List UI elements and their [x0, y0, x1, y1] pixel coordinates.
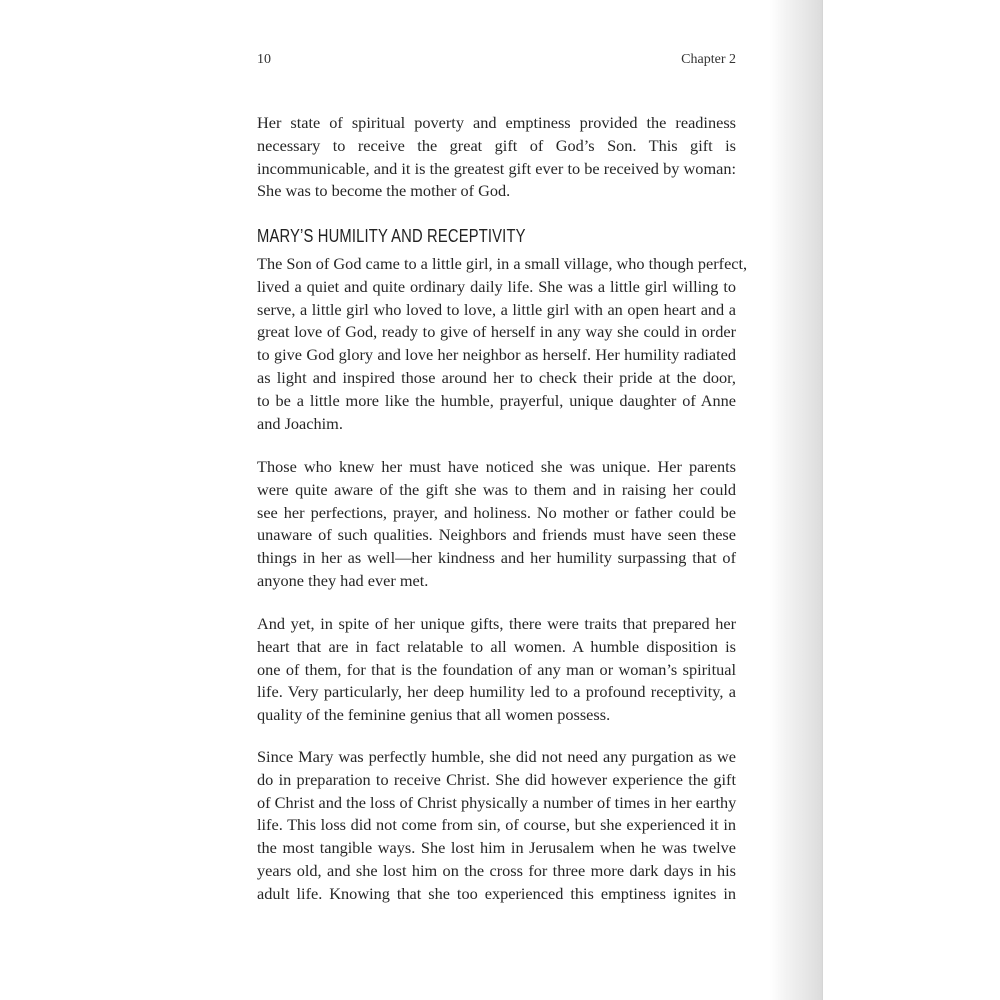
text-line: incommunicable, and it is the greatest gift ever to be received by woman: [257, 158, 736, 178]
text-line: as light and inspired those around her to check their pride at the door, [257, 367, 736, 387]
chapter-label: Chapter 2 [681, 52, 736, 67]
text-line: see her perfections, prayer, and holiness. No mother or father could be [257, 502, 736, 522]
text-line: adult life. Knowing that she too experienced this emptiness ignites in [257, 883, 736, 903]
text-line: do in preparation to receive Christ. She did however experience the gift [257, 769, 736, 789]
running-head [257, 52, 736, 72]
text-line: to give God glory and love her neighbor as herself. Her humility radiated [257, 345, 736, 365]
text-line: life. Very particularly, her deep humility led to a profound receptivity, a [257, 682, 736, 702]
paragraph-2 [257, 253, 748, 435]
text-line: lived a quiet and quite ordinary daily life. She was a little girl willing to [257, 276, 736, 296]
text-line: She was to become the mother of God. [257, 181, 511, 201]
text-line: The Son of God came to a little girl, in a small village, who though perfect, [257, 254, 748, 273]
text-line: the most tangible ways. She lost him in Jerusalem when he was twelve [257, 838, 736, 858]
page-number: 10 [257, 52, 271, 67]
text-line: and Joachim. [257, 413, 343, 433]
text-line: life. This loss did not come from sin, of course, but she experienced it in [257, 815, 736, 835]
paragraph-5 [257, 746, 736, 906]
text-line: one of them, for that is the foundation of any man or woman’s spiritual [257, 659, 736, 679]
paragraph-4 [257, 613, 736, 727]
text-line: heart that are in fact relatable to all women. A humble disposition is [257, 636, 736, 656]
paragraph-1 [257, 112, 736, 203]
text-line: of Christ and the loss of Christ physically a number of times in her earthy [257, 792, 737, 812]
text-line: Her state of spiritual poverty and emptiness provided the readiness [257, 113, 736, 132]
text-line: were quite aware of the gift she was to them and in raising her could [257, 479, 736, 499]
text-line: great love of God, ready to give of herself in any way she could in order [257, 322, 736, 342]
text-line: necessary to receive the great gift of God’s Son. This gift is [257, 135, 736, 155]
text-line: anyone they had ever met. [257, 570, 429, 590]
text-line: to be a little more like the humble, prayerful, unique daughter of Anne [257, 390, 736, 410]
text-line: quality of the feminine genius that all women possess. [257, 705, 611, 725]
text-line: serve, a little girl who loved to love, a little girl with an open heart and a [257, 299, 736, 319]
page-edge-shadow [770, 0, 823, 1000]
text-line: years old, and she lost him on the cross for three more dark days in his [257, 860, 736, 880]
text-line: Since Mary was perfectly humble, she did not need any purgation as we [257, 747, 736, 766]
book-page [257, 0, 748, 1000]
text-line: unaware of such qualities. Neighbors and friends must have seen these [257, 525, 736, 545]
text-line: things in her as well—her kindness and her humility surpassing that of [257, 548, 736, 568]
paragraph-3 [257, 456, 736, 593]
section-heading: MARY’S HUMILITY AND RECEPTIVITY [257, 226, 526, 246]
text-line: Those who knew her must have noticed she was unique. Her parents [257, 457, 736, 476]
text-line: And yet, in spite of her unique gifts, there were traits that prepared her [257, 614, 736, 633]
